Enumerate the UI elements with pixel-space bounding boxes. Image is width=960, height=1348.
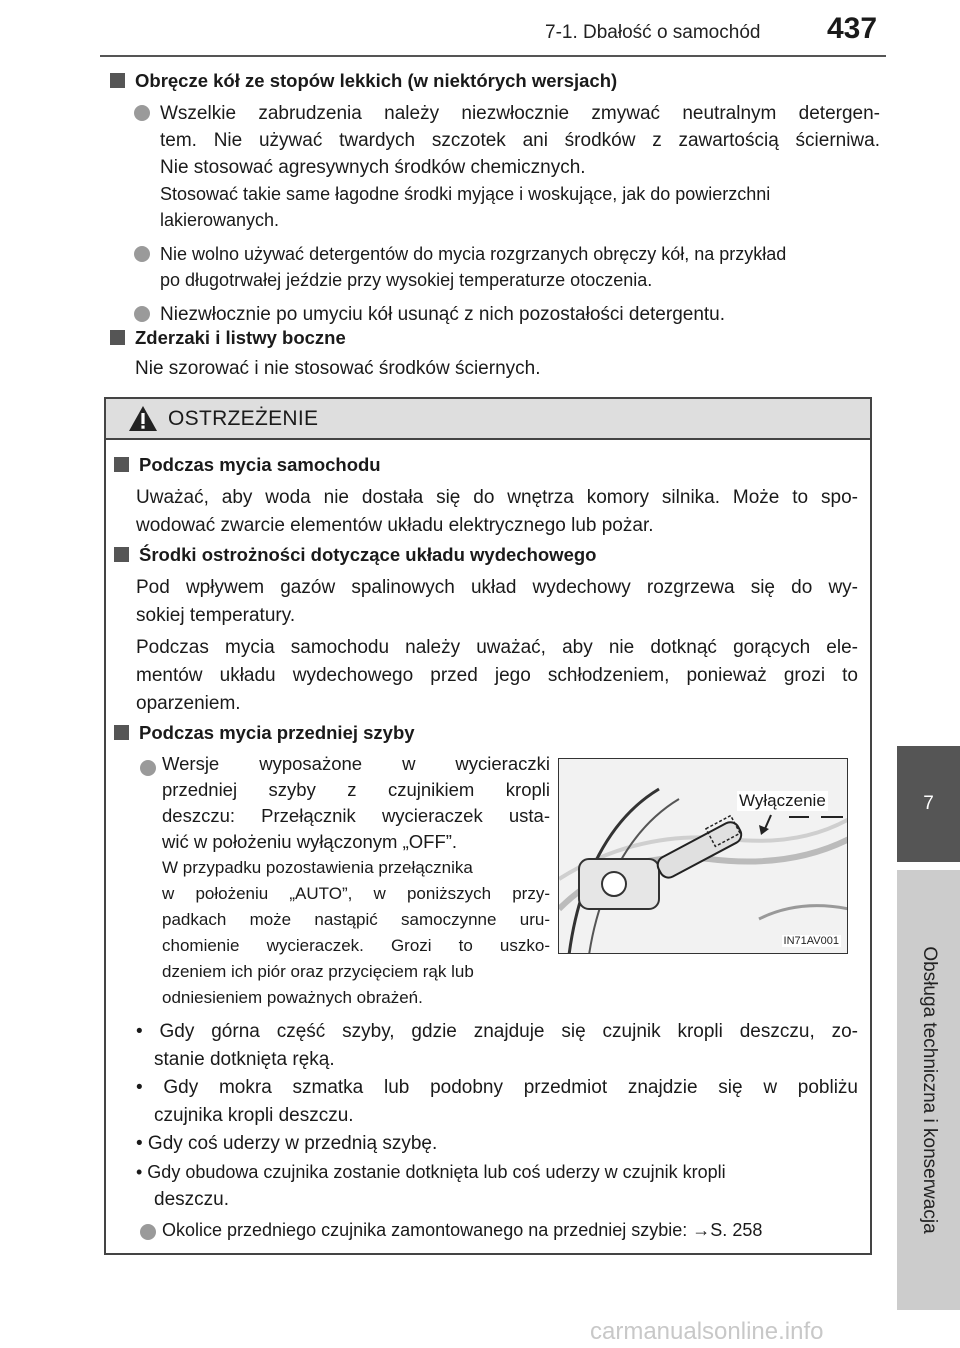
square-bullet-icon	[114, 457, 129, 472]
bullet-item	[100, 241, 880, 293]
rain-sensor-bullet-text: Wersje wyposażone w wycieraczki przedniej szyby z czujnikiem kropli deszczu: Przełącznik wycieraczek usta- wić w położeniu wyłączonym „OFF”. W przypadku pozostawienia przełącznika w położeniu „AUTO”, w poniższych przy- padkach może nastąpić samoczynne uru- chomienie wycieraczek. Grozi to uszko- dzeniem ich piór oraz przycięciem rąk lub odniesieniem poważnych obrażeń.	[162, 753, 550, 1007]
section-alloy-wheels	[100, 70, 880, 328]
chapter-title: Obsługa techniczna i konserwacja	[918, 946, 940, 1234]
bullet-item	[100, 100, 880, 233]
steering-column-illustration	[559, 759, 848, 954]
section-bumpers	[100, 327, 880, 382]
warning-section-title: Podczas mycia przedniej szyby	[114, 722, 415, 744]
round-bullet-icon	[134, 246, 150, 262]
section-text: Nie szorować i nie stosować środków ściernych.	[135, 358, 541, 379]
warning-section-title: Środki ostrożności dotyczące układu wydechowego	[114, 544, 596, 566]
square-bullet-icon	[114, 725, 129, 740]
round-bullet-icon	[140, 760, 156, 776]
header-section-title: 7-1. Dbałość o samochód	[545, 22, 761, 43]
bullet-item	[100, 301, 880, 328]
square-bullet-icon	[110, 330, 125, 345]
list-item: • Gdy obudowa czujnika zostanie dotknięta lub coś uderzy w czujnik kropli deszczu.	[136, 1162, 726, 1210]
warning-title: OSTRZEŻENIE	[168, 406, 319, 430]
round-bullet-icon	[134, 105, 150, 121]
chapter-strip	[897, 870, 960, 1310]
warning-paragraph: Uważać, aby woda nie dostała się do wnętrza komory silnika. Może to spo- wodować zwarcie elementów układu elektrycznego lub pożar.	[136, 487, 858, 536]
bullet-text: Niezwłocznie po umyciu kół usunąć z nich pozostałości detergentu.	[160, 304, 726, 325]
section-title: Zderzaki i listwy boczne	[135, 327, 346, 348]
warning-header	[106, 399, 870, 440]
page-number: 437	[827, 12, 878, 45]
chapter-number: 7	[923, 793, 934, 814]
section-title: Obręcze kół ze stopów lekkich (w niektórych wersjach)	[135, 70, 618, 91]
warning-triangle-icon	[128, 405, 158, 432]
list-item: • Gdy coś uderzy w przednią szybę.	[136, 1133, 438, 1154]
warning-paragraph: Podczas mycia samochodu należy uważać, aby nie dotknąć gorących ele- mentów układu wydechowego przed jego schłodzeniem, ponieważ grozi to oparzeniem.	[136, 637, 858, 714]
warning-paragraph: Pod wpływem gazów spalinowych układ wydechowy rozgrzewa się do wy- sokiej temperatury.	[136, 577, 858, 626]
warning-section-title: Podczas mycia samochodu	[114, 454, 381, 476]
last-bullet-text: Okolice przedniego czujnika zamontowanego na przedniej szybie: →S. 258	[162, 1220, 763, 1240]
square-bullet-icon	[110, 73, 125, 88]
list-item: • Gdy górna część szyby, gdzie znajduje się czujnik kropli deszczu, zo- stanie dotknięta ręką.	[136, 1021, 858, 1070]
figure-label-off: Wyłączenie	[739, 791, 826, 810]
list-item: • Gdy mokra szmatka lub podobny przedmiot znajdzie się w pobliżu czujnika kropli deszczu.	[136, 1077, 858, 1126]
chapter-tab	[897, 746, 960, 862]
round-bullet-icon	[140, 1224, 156, 1240]
round-bullet-icon	[134, 306, 150, 322]
bullet-text: Nie wolno używać detergentów do mycia rozgrzanych obręczy kół, na przykład po długotrwałej jeździe przy wysokiej temperaturze otoczenia.	[160, 244, 787, 290]
bullet-text: Wszelkie zabrudzenia należy niezwłocznie zmywać neutralnym detergen- tem. Nie używać twardych szczotek ani środków z zawartością ścierniwa. Nie stosować agresywnych środków chemicznych. Stosować takie same łagodne środki myjące i woskujące, jak do powierzchni lakierowanych.	[160, 103, 880, 230]
wiper-switch-figure	[558, 758, 848, 954]
header-rule	[100, 55, 886, 57]
figure-code: IN71AV001	[783, 935, 839, 947]
watermark: carmanualsonline.info	[590, 1318, 824, 1345]
square-bullet-icon	[114, 547, 129, 562]
